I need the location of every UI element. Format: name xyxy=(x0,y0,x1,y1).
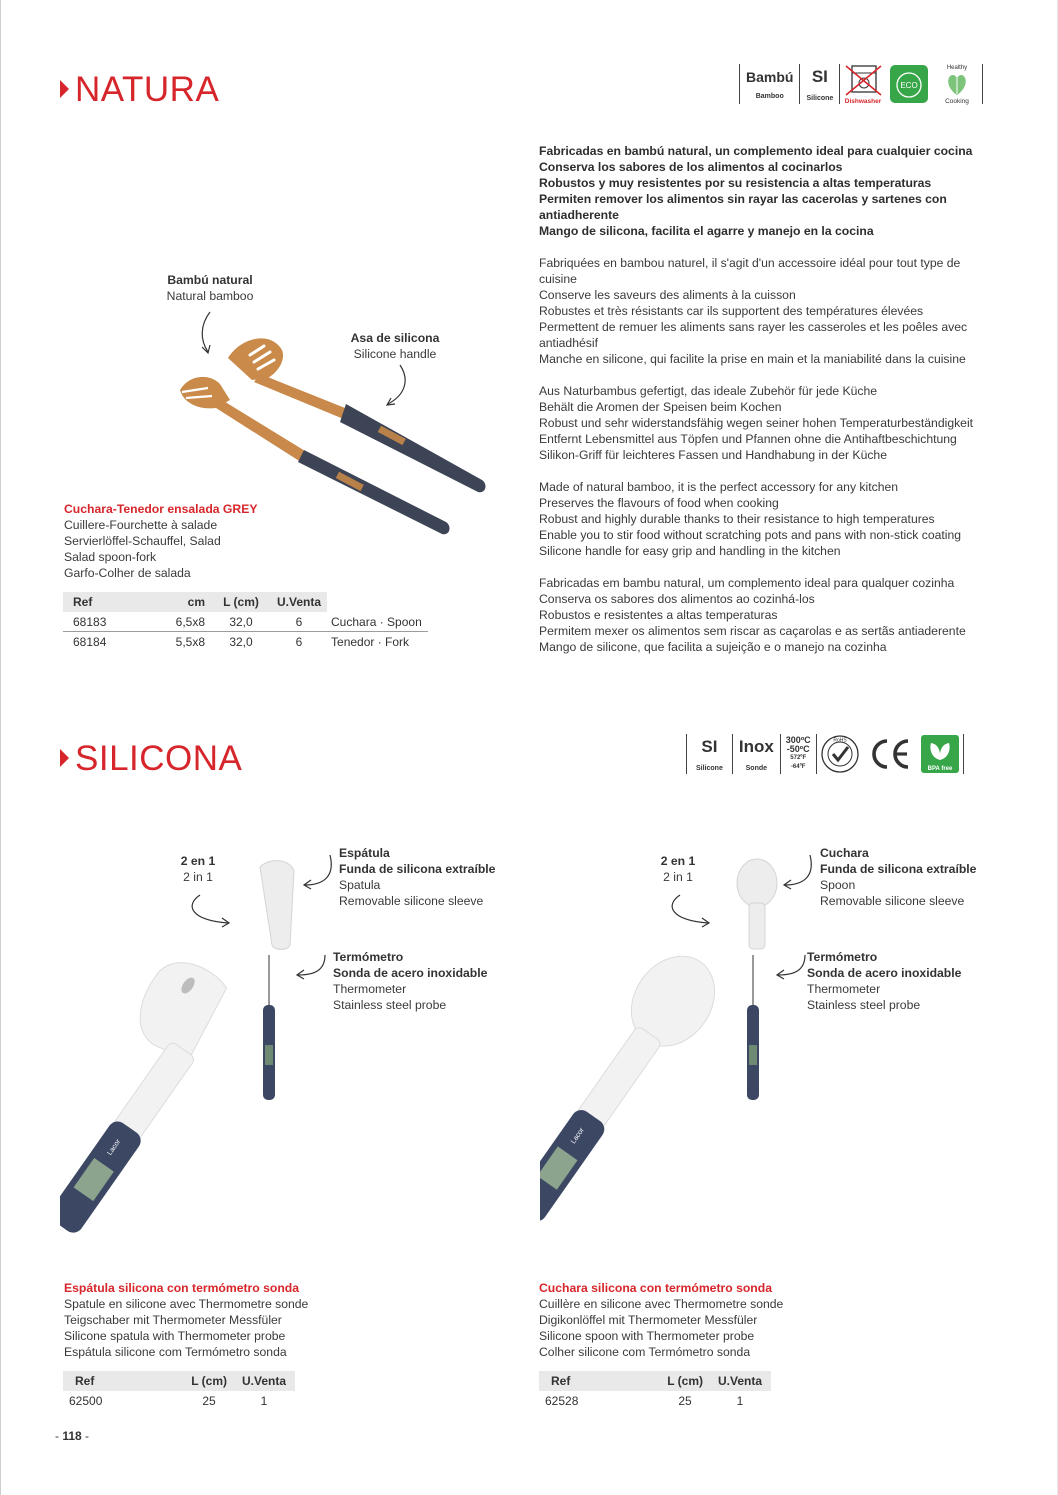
silicona-badges xyxy=(686,733,964,775)
callout-bamboo: Bambú natural Natural bamboo xyxy=(166,273,254,303)
svg-text:Lacor: Lacor xyxy=(106,1138,123,1157)
table-row: 62528 25 1 xyxy=(545,1393,744,1408)
natura-spec-table xyxy=(63,592,428,651)
title-marker-icon xyxy=(60,749,69,767)
right-tool-callout: Cuchara Funda de silicona extraíble Spoon Removable silicone sleeve xyxy=(820,846,977,908)
healthy-cooking-icon xyxy=(935,64,979,104)
silicona-title: SILICONA xyxy=(60,739,242,779)
callout-handle: Asa de silicona Silicone handle xyxy=(350,331,440,361)
title-marker-icon xyxy=(60,80,69,98)
spatula-thermometer-image xyxy=(60,845,360,1280)
natura-title: NATURA xyxy=(60,70,219,110)
arrow-bamboo-icon xyxy=(202,312,210,352)
right-two-in-one: 2 en 1 2 in 1 xyxy=(660,854,696,884)
no-dishwasher-icon xyxy=(843,64,883,104)
svg-text:ECO: ECO xyxy=(900,81,918,90)
svg-text:BPA free: BPA free xyxy=(927,766,952,772)
page-border-left xyxy=(0,0,1,1495)
natura-badges xyxy=(739,63,983,105)
svg-text:RoHS: RoHS xyxy=(832,737,847,744)
left-tool-callout: Espátula Funda de silicona extraíble Spatula Removable silicone sleeve xyxy=(339,846,496,908)
svg-text:Dishwasher: Dishwasher xyxy=(845,98,882,104)
right-spec-table xyxy=(539,1371,771,1410)
spoon-thermometer-image xyxy=(540,845,830,1280)
eco-icon xyxy=(889,64,929,104)
left-spec-table xyxy=(63,1371,295,1410)
left-probe-callout: Termómetro Sonda de acero inoxidable Thermometer Stainless steel probe xyxy=(333,950,488,1012)
inox-badge: Inox Sonde xyxy=(738,736,774,772)
svg-text:Cooking: Cooking xyxy=(945,98,970,105)
left-product-name: Espátula silicona con termómetro sonda Spatule en silicone avec Thermometre sonde Teigschaber mit Thermometer Messfüler Silicone spatula with Thermometer probe Espátula silicone com Termómetro sonda xyxy=(64,1281,309,1359)
ce-mark-icon xyxy=(866,734,914,774)
svg-text:Lacor: Lacor xyxy=(570,1126,586,1146)
table-header: Ref cm L (cm) U.Venta xyxy=(63,592,428,612)
right-probe-callout: Termómetro Sonda de acero inoxidable Thermometer Stainless steel probe xyxy=(807,950,962,1012)
silicone-badge: SI Silicone xyxy=(806,66,834,102)
table-row: 62500 25 1 xyxy=(69,1393,268,1408)
rohs-icon xyxy=(820,734,860,774)
natura-description: Fabricadas en bambú natural, un complemento ideal para cualquier cocina Conserva los sabores de los alimentos al cocinarlos Robustos y muy resistentes por su resistencia a altas temperaturas Permiten remover los alimentos sin rayar las cacerolas y sartenes con antiadherente Mango de silicona, facilita el agarre y manejo en la cocina Fabriquées en bambou naturel, il s'agit d'un accessoire idéal pour tout type de cuisine Conserve les saveurs des aliments à la cuisson Robustes et très résistants car ils supportent des températures élevées Permettent de remuer les aliments sans rayer les casseroles et les poêles avec antiadhésif Manche en silicone, qui facilite la prise en main et la maniabilité dans la cuisine Aus Naturbambus gefertigt, das ideale Zubehör für jede Küche Behält die Aromen der Speisen beim Kochen Robust und sehr widerstandsfähig wegen seiner hohen Temperaturbeständigkeit Entfernt Lebensmittel aus Töpfen und Pfannen ohne die Antihaftbeschichtung Silikon-Griff für leichteres Fassen und Handhabung in der Küche Made of natural bamboo, it is the perfect accessory for any kitchen Preserves the flavours of food when cooking Robust and highly durable thanks to their resistance to high temperatures Enable you to stir food without scratching pots and pans with non-stick coating Silicone handle for easy grip and handling in the kitchen Fabricadas em bambu natural, um complemento ideal para qualquer cozinha Conserva os sabores dos alimentos ao cozinhá-los Robustos e resistentes a altas temperaturas Permitem mexer os alimentos sem riscar as caçarolas e as sertãs antiaderente Mango de silicone, que facilita a sujeição e o manejo na cozinha xyxy=(539,144,974,654)
table-header: Ref L (cm) U.Venta xyxy=(539,1371,771,1391)
table-header: Ref L (cm) U.Venta xyxy=(63,1371,295,1391)
bpa-free-icon xyxy=(920,734,960,774)
svg-text:Healthy: Healthy xyxy=(947,65,968,71)
left-two-in-one: 2 en 1 2 in 1 xyxy=(180,854,216,884)
right-product-name: Cuchara silicona con termómetro sonda Cuillère en silicone avec Thermometre sonde Digikonlöffel mit Thermometer Messfüler Silicone spoon with Thermometer probe Colher silicone com Termómetro sonda xyxy=(539,1281,784,1359)
silicone-badge: SI Silicone xyxy=(696,736,723,772)
page-number: - 118 - xyxy=(55,1429,90,1443)
natura-product-name: Cuchara-Tenedor ensalada GREY Cuillere-Fourchette à salade Servierlöffel-Schauffel, Salad Salad spoon-fork Garfo-Colher de salada xyxy=(64,502,258,580)
bamboo-badge: Bambú Bamboo xyxy=(746,68,794,100)
slotted-spatula xyxy=(228,338,485,492)
temperature-badge: 300ºC -50ºC 572ºF -64ºF xyxy=(785,735,811,770)
table-row: 68184 5,5x8 32,0 6 Tenedor · Fork xyxy=(73,634,410,649)
table-row: 68183 6,5x8 32,0 6 Cuchara · Spoon xyxy=(63,612,428,632)
